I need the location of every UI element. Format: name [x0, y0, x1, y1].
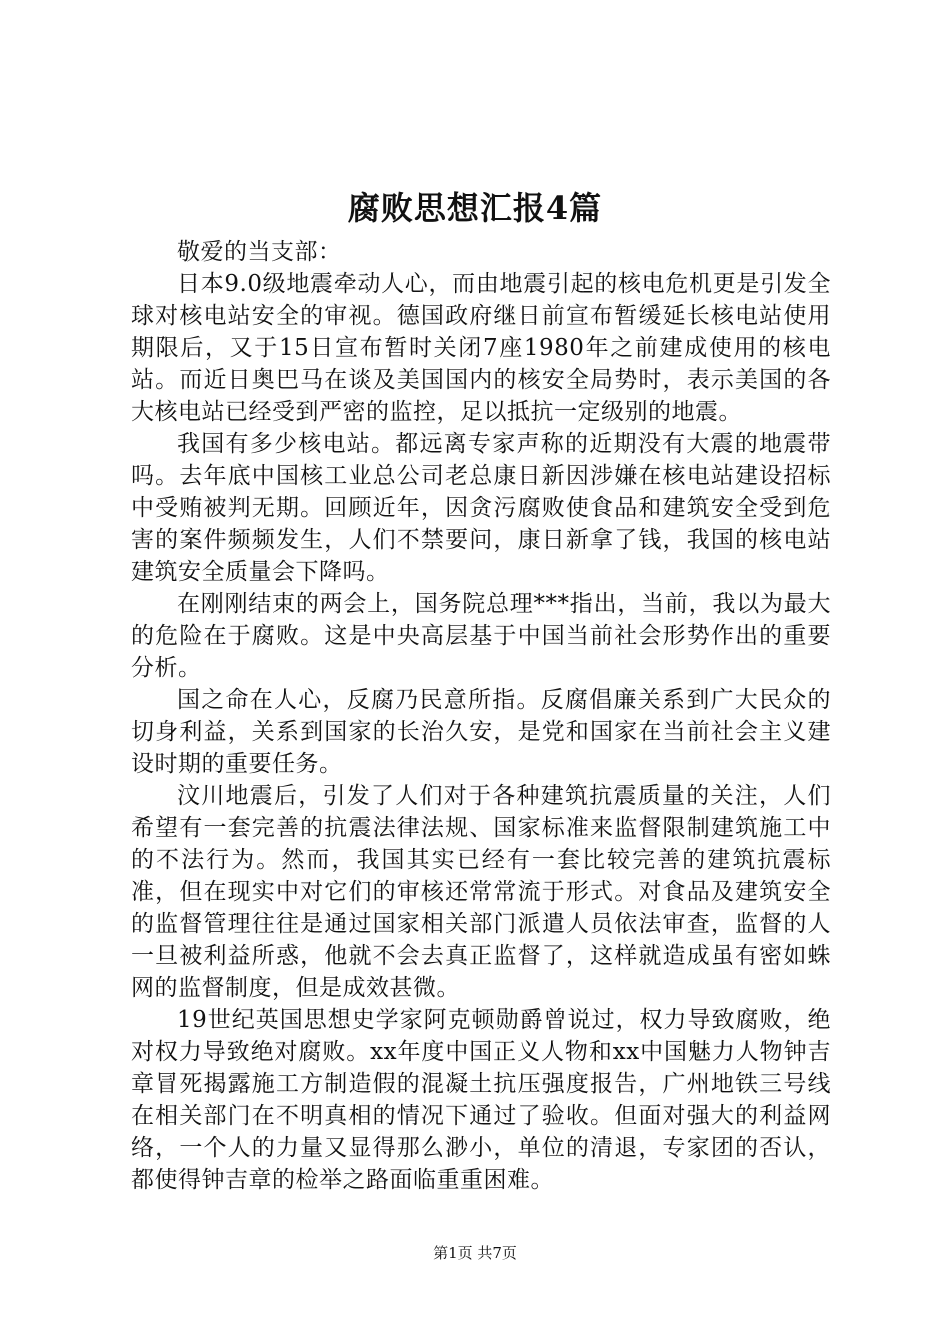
paragraph-1: 日本9.0级地震牵动人心，而由地震引起的核电危机更是引发全球对核电站安全的审视。德国政府继日前宣布暂缓延长核电站使用期限后，又于15日宣布暂时关闭7座1980年之前建成使用的核电站。而近日奥巴马在谈及美国国内的核安全局势时，表示美国的各大核电站已经受到严密的监控，足以抵抗一定级别的地震。	[131, 271, 831, 425]
salutation: 敬爱的当支部：	[177, 239, 342, 265]
paragraph-5: 汶川地震后，引发了人们对于各种建筑抗震质量的关注，人们希望有一套完善的抗震法律法规、国家标准来监督限制建筑施工中的不法行为。然而，我国其实已经有一套比较完善的建筑抗震标准，但在现实中对它们的审核还常常流于形式。对食品及建筑安全的监督管理往往是通过国家相关部门派遣人员依法审查，监督的人一旦被利益所惑，他就不会去真正监督了，这样就造成虽有密如蛛网的监督制度，但是成效甚微。	[131, 783, 831, 1001]
document-title: 腐败思想汇报4篇	[347, 189, 603, 227]
document-body	[131, 236, 831, 1196]
paragraph-4: 国之命在人心，反腐乃民意所指。反腐倡廉关系到广大民众的切身利益，关系到国家的长治久安，是党和国家在当前社会主义建设时期的重要任务。	[131, 687, 831, 777]
paragraph-3: 在刚刚结束的两会上，国务院总理***指出，当前，我以为最大的危险在于腐败。这是中央高层基于中国当前社会形势作出的重要分析。	[131, 591, 831, 681]
paragraph-6: 19世纪英国思想史学家阿克顿勋爵曾说过，权力导致腐败，绝对权力导致绝对腐败。xx年度中国正义人物和xx中国魅力人物钟吉章冒死揭露施工方制造假的混凝土抗压强度报告，广州地铁三号线在相关部门在不明真相的情况下通过了验收。但面对强大的利益网络，一个人的力量又显得那么渺小，单位的清退，专家团的否认，都使得钟吉章的检举之路面临重重困难。	[131, 1007, 831, 1193]
page-number-footer: 第1页 共7页	[433, 1244, 517, 1262]
paragraph-2: 我国有多少核电站。都远离专家声称的近期没有大震的地震带吗。去年底中国核工业总公司老总康日新因涉嫌在核电站建设招标中受贿被判无期。回顾近年，因贪污腐败使食品和建筑安全受到危害的案件频频发生，人们不禁要问，康日新拿了钱，我国的核电站建筑安全质量会下降吗。	[131, 431, 831, 585]
